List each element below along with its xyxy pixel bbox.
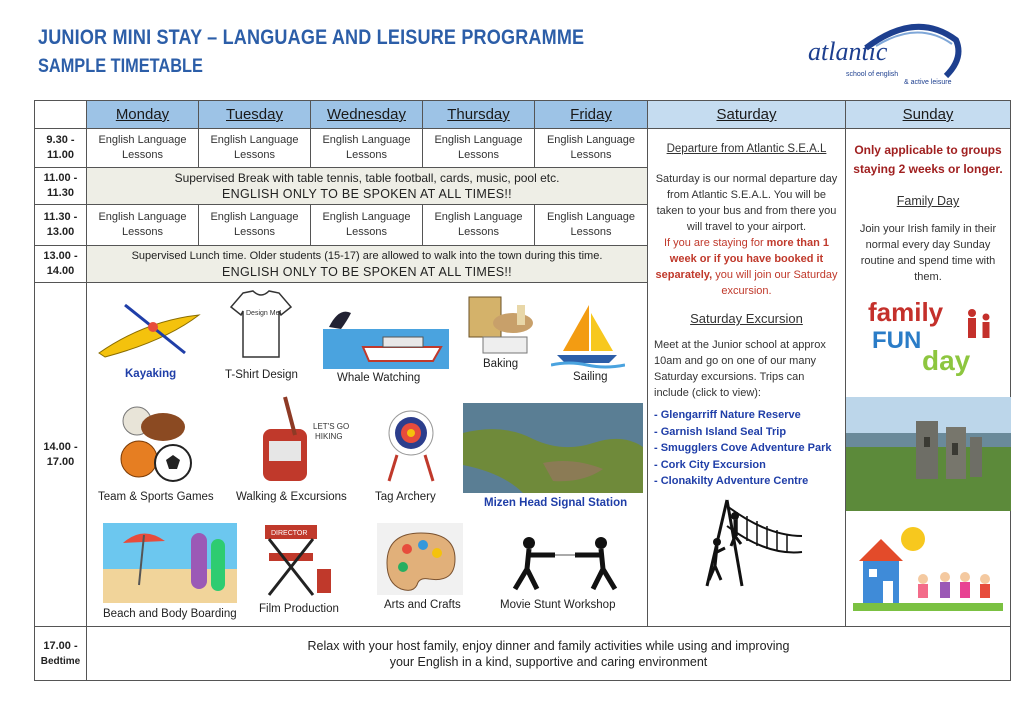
- beach-icon: [103, 523, 237, 603]
- lesson-cell: [311, 129, 423, 168]
- activity-baking: Baking: [483, 358, 519, 370]
- lesson-line-2: Lessons: [122, 149, 163, 161]
- logo-family-text: family: [868, 297, 944, 327]
- time-start: 9.30 -: [46, 134, 75, 146]
- hiking-backpack-icon: [255, 395, 353, 485]
- time-end: 17.00: [46, 455, 75, 468]
- lesson-cell: [311, 205, 423, 246]
- saturday-note: If you are staying for more than 1 week or if you have booked it separately, you will join our Saturday excursion.: [655, 237, 838, 297]
- lesson-cell: [199, 129, 311, 168]
- activity-mizen-head: Mizen Head Signal Station: [484, 497, 628, 509]
- time-end: 13.00: [46, 226, 75, 238]
- time-cell: [35, 129, 87, 168]
- lesson-line-1: English Language: [434, 134, 523, 146]
- lesson-cell: [535, 129, 648, 168]
- lesson-line-1: English Language: [546, 134, 636, 146]
- activities-cell: [87, 283, 648, 627]
- day-header-wednesday: Wednesday: [311, 101, 423, 129]
- page-title: JUNIOR MINI STAY – LANGUAGE AND LEISURE PROGRAMME: [38, 26, 585, 49]
- sports-balls-icon: [117, 403, 197, 485]
- castle-photo: [846, 397, 1010, 511]
- lesson-line-1: English Language: [546, 211, 636, 223]
- lesson-line-2: Lessons: [570, 149, 612, 161]
- row-lessons-1: [35, 129, 1011, 168]
- ropes-course-image: [654, 496, 839, 588]
- time-end: 11.00: [47, 149, 74, 161]
- activity-walking-excursions: Walking & Excursions: [236, 491, 347, 503]
- lunch-description: Supervised Lunch time. Older students (15-17) are allowed to walk into the town during this time.: [131, 250, 603, 262]
- time-start: 11.30 -: [43, 211, 78, 223]
- trip-link-cork[interactable]: - Cork City Excursion: [654, 458, 766, 471]
- activity-movie-stunt: Movie Stunt Workshop: [500, 599, 616, 611]
- lesson-line-2: Lessons: [570, 226, 612, 238]
- lesson-line-2: Lessons: [234, 226, 275, 238]
- time-start: 14.00 -: [43, 440, 78, 453]
- logo-tagline-1: school of english: [846, 71, 899, 78]
- time-cell: [35, 627, 87, 681]
- page-subtitle: SAMPLE TIMETABLE: [38, 56, 203, 77]
- day-header-thursday: Thursday: [423, 101, 535, 129]
- time-cell: [35, 283, 87, 627]
- lesson-cell: [423, 205, 535, 246]
- lesson-cell: [535, 205, 648, 246]
- sunday-text: Join your Irish family in their normal every day Sunday routine and spend time with them.: [859, 223, 997, 283]
- sailing-icon: [551, 303, 625, 369]
- time-end: 14.00: [46, 265, 75, 277]
- activity-tag-archery: Tag Archery: [375, 491, 436, 503]
- atlantic-logo: [806, 18, 966, 88]
- activity-team-sports: Team & Sports Games: [98, 491, 214, 503]
- time-cell: [35, 168, 87, 205]
- lesson-cell: [423, 129, 535, 168]
- director-chair-icon: [257, 519, 335, 597]
- trip-link-glengarriff[interactable]: - Glengarriff Nature Reserve: [654, 409, 801, 421]
- lesson-line-1: English Language: [210, 211, 299, 223]
- saturday-cell: [648, 129, 846, 627]
- day-header-sunday: Sunday: [846, 101, 1011, 129]
- activities-grid: [87, 283, 647, 623]
- saturday-departure-heading: Departure from Atlantic S.E.A.L: [666, 143, 827, 155]
- day-header-monday: Monday: [87, 101, 199, 129]
- logo-fun-text: FUN: [872, 327, 922, 354]
- time-cell: [35, 205, 87, 246]
- sunday-note: Only applicable to groups staying 2 weeks or longer.: [853, 143, 1003, 176]
- family-figures-icon: [962, 307, 998, 347]
- activity-tshirt-design: T-Shirt Design: [225, 369, 298, 381]
- mizen-head-photo: [463, 403, 643, 493]
- logo-tagline-2: & active leisure: [904, 79, 952, 86]
- trip-link-smugglers[interactable]: - Smugglers Cove Adventure Park: [654, 442, 832, 454]
- day-header-tuesday: Tuesday: [199, 101, 311, 129]
- lesson-line-1: English Language: [322, 134, 411, 146]
- sunday-heading: Family Day: [896, 194, 960, 208]
- saturday-departure-text: Saturday is our normal departure day from Atlantic S.E.A.L. You will be taken to your bus and from there you will travel to your airport.: [655, 173, 838, 233]
- day-header-saturday: Saturday: [648, 101, 846, 129]
- timetable: [34, 100, 1011, 681]
- lesson-line-1: English Language: [322, 211, 411, 223]
- paint-palette-icon: [377, 523, 463, 595]
- header-row: [35, 101, 1011, 129]
- lesson-line-2: Lessons: [346, 226, 387, 238]
- director-text: DIRECTOR: [271, 530, 308, 537]
- header-corner: [35, 101, 87, 129]
- tshirt-icon: [229, 289, 293, 359]
- lesson-line-2: Lessons: [346, 149, 387, 161]
- time-start: 17.00 -: [43, 639, 78, 652]
- activity-sailing: Sailing: [573, 371, 608, 383]
- time-start: 13.00 -: [43, 250, 78, 262]
- trip-link-clonakilty[interactable]: - Clonakilty Adventure Centre: [654, 475, 809, 487]
- break-description: Supervised Break with table tennis, table football, cards, music, pool etc.: [174, 171, 560, 185]
- evening-line-1: Relax with your host family, enjoy dinner and family activities while using and improving: [307, 638, 790, 653]
- lesson-line-2: Lessons: [122, 226, 163, 238]
- english-only-notice: ENGLISH ONLY TO BE SPOKEN AT ALL TIMES!!: [222, 265, 512, 279]
- logo-day-text: day: [922, 345, 971, 376]
- lesson-line-1: English Language: [98, 211, 187, 223]
- fencing-silhouette-icon: [505, 533, 625, 593]
- kayak-icon: [95, 301, 203, 361]
- day-header-friday: Friday: [535, 101, 648, 129]
- family-house-drawing: [852, 521, 1004, 611]
- row-evening: [35, 627, 1011, 681]
- time-end: Bedtime: [40, 655, 81, 667]
- saturday-excursion-heading: Saturday Excursion: [690, 311, 803, 326]
- lesson-line-1: English Language: [98, 134, 187, 146]
- lunch-cell: [87, 246, 648, 283]
- hiking-text-1: LET'S GO: [313, 422, 350, 431]
- evening-cell: [87, 627, 1011, 681]
- family-fun-day-logo: [852, 297, 1004, 387]
- activity-kayaking: Kayaking: [125, 368, 177, 380]
- lesson-cell: [199, 205, 311, 246]
- lesson-line-2: Lessons: [458, 226, 499, 238]
- hiking-text-2: HIKING: [315, 432, 343, 441]
- logo-wordmark: atlantic: [808, 37, 888, 66]
- tshirt-text: Design Me!: [246, 310, 282, 317]
- activity-whale-watching: Whale Watching: [337, 372, 421, 384]
- lesson-cell: [87, 205, 199, 246]
- sunday-cell: [846, 129, 1011, 627]
- time-cell: [35, 246, 87, 283]
- evening-line-2: your English in a kind, supportive and caring environment: [389, 654, 708, 669]
- english-only-notice: ENGLISH ONLY TO BE SPOKEN AT ALL TIMES!!: [222, 187, 512, 201]
- trip-list: [654, 407, 839, 490]
- trip-link-garnish[interactable]: - Garnish Island Seal Trip: [654, 425, 787, 438]
- lesson-line-2: Lessons: [234, 149, 275, 161]
- time-end: 11.30: [47, 187, 74, 199]
- activity-film-production: Film Production: [259, 603, 339, 615]
- lesson-line-2: Lessons: [458, 149, 499, 161]
- whale-watching-icon: [323, 307, 449, 369]
- activity-beach-body-boarding: Beach and Body Boarding: [103, 608, 237, 620]
- activity-arts-crafts: Arts and Crafts: [384, 599, 461, 611]
- lesson-line-1: English Language: [210, 134, 299, 146]
- lesson-line-1: English Language: [434, 211, 523, 223]
- saturday-excursion-text: Meet at the Junior school at approx 10am and go on one of our many Saturday excursions. Trips can include (click to view):: [654, 339, 826, 399]
- time-start: 11.00 -: [43, 172, 78, 184]
- archery-target-icon: [383, 409, 439, 483]
- baking-icon: [467, 293, 539, 355]
- break-cell: [87, 168, 648, 205]
- lesson-cell: [87, 129, 199, 168]
